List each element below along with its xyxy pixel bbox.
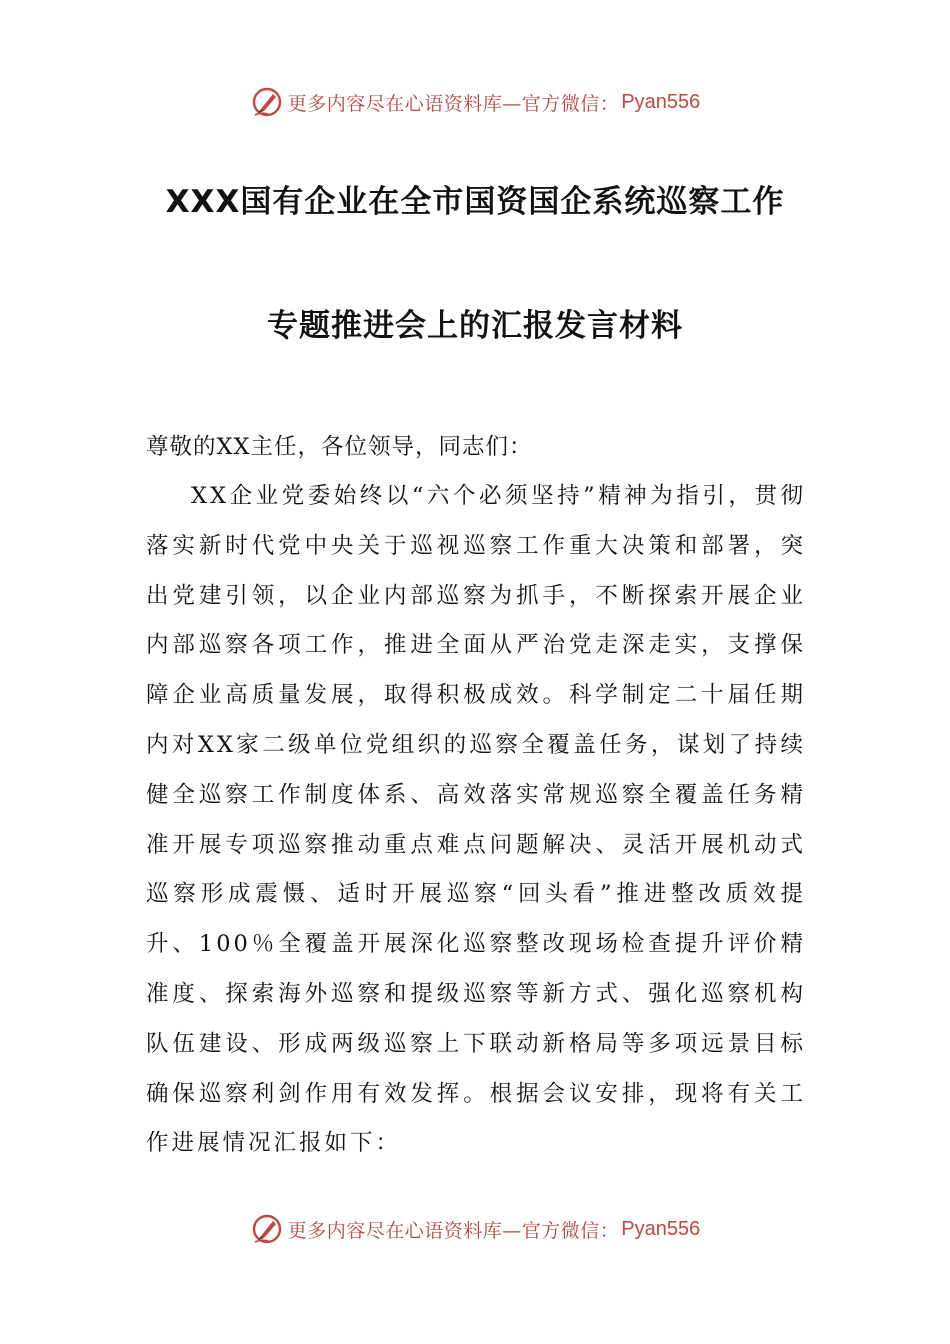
pen-logo-icon (250, 85, 284, 119)
document-title-line-1: XXX国有企业在全市国资国企系统巡察工作 (165, 184, 785, 220)
footer-watermark (0, 1209, 950, 1249)
watermark-text: 更多内容尽在心语资料库—官方微信： (287, 1219, 620, 1242)
pen-logo-icon (250, 1212, 284, 1246)
body-paragraph: XX企业党委始终以“六个必须坚持”精神为指引，贯彻落实新时代党中央关于巡视巡察工作重大决策和部署，突出党建引领，以企业内部巡察为抓手，不断探索开展企业内部巡察各项工作，推进全面从严治党走深走实，支撑保障企业高质量发展，取得积极成效。科学制定二十届任期内对XX家二级单位党组织的巡察全覆盖任务，谋划了持续健全巡察工作制度体系、高效落实常规巡察全覆盖任务精准开展专项巡察推动重点难点问题解决、灵活开展机动式巡察形成震慑、适时开展巡察“回头看”推进整改质效提升、100％全覆盖开展深化巡察整改现场检查提升评价精准度、探索海外巡察和提级巡察等新方式、强化巡察机构队伍建设、形成两级巡察上下联动新格局等多项远景目标确保巡察利剑作用有效发挥。根据会议安排，现将有关工作进展情况汇报如下： (146, 483, 806, 1157)
watermark-wechat-id: Pyan556 (621, 90, 701, 113)
watermark-wechat-id: Pyan556 (621, 1217, 701, 1240)
greeting: 尊敬的XX主任，各位领导，同志们： (146, 434, 533, 460)
document-title-line-2: 专题推进会上的汇报发言材料 (267, 308, 683, 344)
header-watermark (0, 82, 950, 122)
watermark-text: 更多内容尽在心语资料库—官方微信： (287, 92, 620, 115)
